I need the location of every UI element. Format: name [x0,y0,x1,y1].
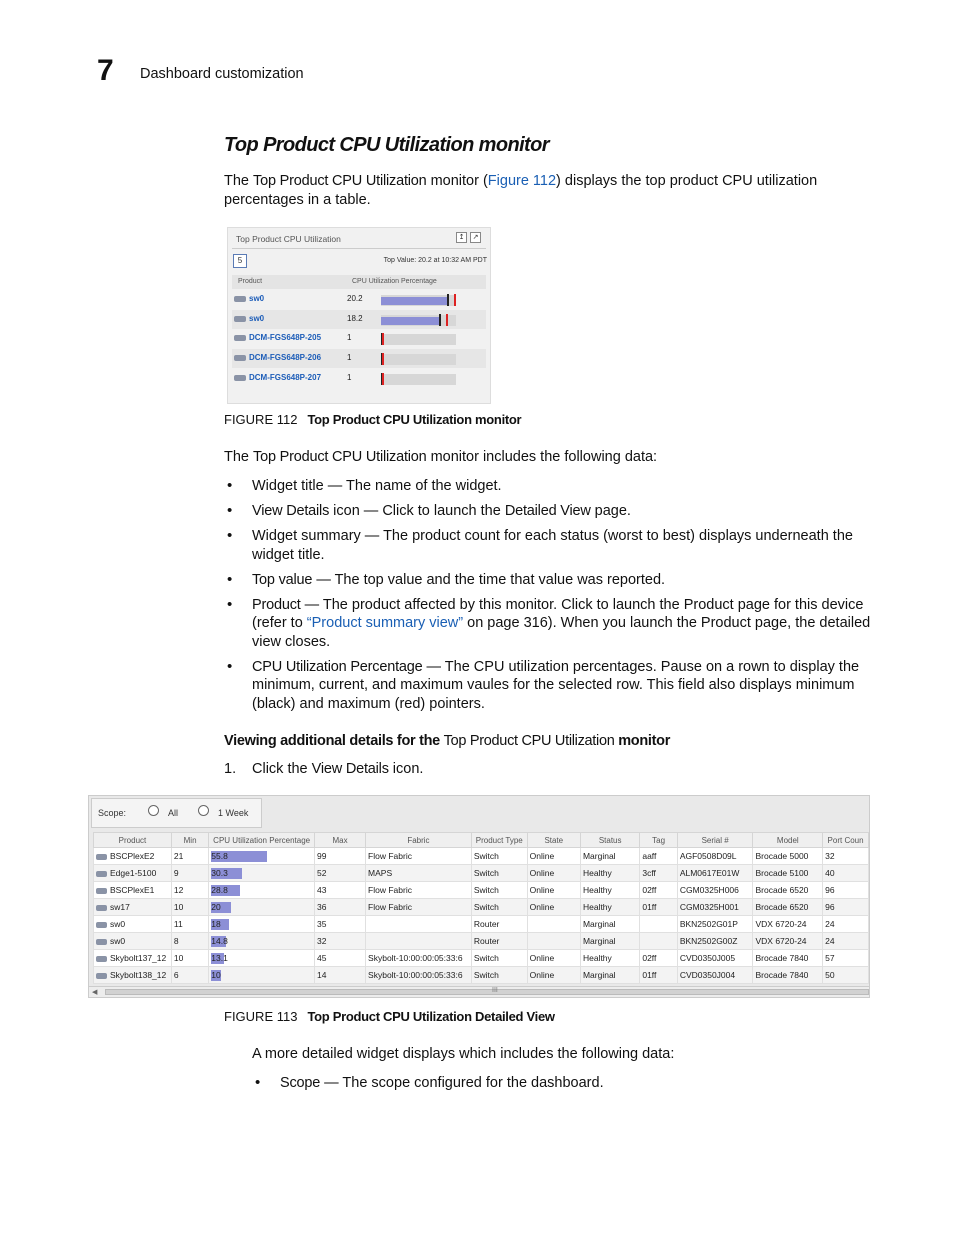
device-icon [96,956,107,962]
cell-status: Healthy [580,882,639,899]
table-row[interactable] [94,950,869,967]
cpu-value: 28.8 [211,885,228,895]
cell-type: Switch [471,967,527,984]
divider [232,248,486,249]
cell-tag: aaff [640,848,677,865]
cell-type: Switch [471,865,527,882]
includes-paragraph [224,448,874,467]
figure-label: FIGURE 112 [224,412,298,427]
cpu-value: 55.8 [211,851,228,861]
cell-model: VDX 6720-24 [753,916,823,933]
step-text: Click the [252,761,308,777]
list-item [252,1074,872,1093]
cell-state: Online [527,848,580,865]
cell-fabric [366,916,472,933]
cell-tag: 02ff [640,882,677,899]
list-item [224,596,874,652]
cell-serial: CVD0350J005 [677,950,753,967]
product-name[interactable]: Skybolt137_12 [110,953,167,963]
cell-product [94,848,172,865]
cell-serial: BKN2502G01P [677,916,753,933]
intro-text: monitor ( [430,173,488,189]
cell-cpu [209,933,315,950]
cell-ports: 24 [823,916,869,933]
list-item [224,571,874,590]
top-product-cpu-widget [227,227,491,404]
cell-max: 43 [315,882,366,899]
product-summary-link[interactable]: “Product summary view” [306,615,464,631]
device-icon [96,905,107,911]
cell-max: 32 [315,933,366,950]
max-pointer [382,373,384,385]
cpu-value: 1 [347,353,352,363]
cell-fabric: Skybolt-10:00:00:05:33:6 [366,967,472,984]
scroll-thumb[interactable] [105,989,869,995]
cell-model: VDX 6720-24 [753,933,823,950]
product-link[interactable]: sw0 [249,294,265,303]
col-product[interactable]: Product [238,278,263,285]
cell-cpu [209,916,315,933]
table-row[interactable] [232,329,486,348]
detailed-list [252,1074,872,1099]
product-link[interactable]: DCM-FGS648P-206 [249,353,322,363]
heading-text: Viewing additional details for the [224,733,440,749]
cell-type: Switch [471,882,527,899]
cell-product [94,967,172,984]
intro-text: The [224,173,249,189]
scroll-left-icon[interactable]: ◀ [92,989,98,996]
intro-term: Top Product CPU Utilization [253,173,427,189]
cell-status: Healthy [580,865,639,882]
cell-min: 9 [171,865,208,882]
product-name[interactable]: sw17 [110,902,130,912]
device-icon [96,939,107,945]
cell-model: Brocade 7840 [753,967,823,984]
list-item [224,477,874,496]
max-pointer [382,353,384,365]
cell-product [94,916,172,933]
device-icon [96,888,107,894]
table-row[interactable] [232,310,486,329]
cpu-value: 18.2 [347,313,363,323]
table-row[interactable] [232,369,486,388]
figure-label: FIGURE 113 [224,1009,298,1024]
cell-ports: 24 [823,933,869,950]
device-icon [234,355,246,361]
cell-ports: 40 [823,865,869,882]
cell-max: 14 [315,967,366,984]
list-item [224,658,874,714]
cell-tag [640,916,677,933]
device-icon [96,854,107,860]
table-header [232,275,486,289]
time-range-value[interactable]: 1 Week [218,808,249,818]
cell-tag: 3cff [640,865,677,882]
scope-label: Scope: [98,808,127,818]
col-cpu[interactable]: CPU Utilization Percentage [352,278,437,285]
table-row[interactable] [94,882,869,899]
max-pointer [454,294,456,306]
device-icon [234,316,246,322]
product-name[interactable]: Edge1-5100 [110,868,157,878]
cell-min: 8 [171,933,208,950]
cell-model: Brocade 6520 [753,899,823,916]
includes-text: The [224,449,249,465]
scroll-grip: III [492,987,498,994]
max-pointer [446,314,448,326]
bullet-text: on page 316). When you launch the Product page, the detailed view closes. [252,615,871,650]
cell-state: Online [527,950,580,967]
detailed-view-widget [88,795,870,998]
bullet-term: Detailed View [504,503,591,519]
cell-cpu [209,967,315,984]
cell-cpu [209,950,315,967]
table-row[interactable] [232,349,486,368]
product-name[interactable]: sw0 [110,919,126,929]
step-term: View Details [311,761,389,777]
cell-status: Marginal [580,967,639,984]
cell-serial: CGM0325H001 [677,899,753,916]
cell-max: 52 [315,865,366,882]
cpu-bar-fill [381,317,441,325]
column-header[interactable]: CPU Utilization Percentage [209,833,315,848]
detailed-table [93,832,869,984]
cpu-value: 1 [347,372,352,382]
cpu-bar-track[interactable] [381,374,456,385]
list-item [224,527,874,564]
cell-fabric [366,933,472,950]
device-icon [96,922,107,928]
cell-max: 45 [315,950,366,967]
column-header[interactable]: Status [580,833,639,848]
cell-state [527,916,580,933]
cell-ports: 96 [823,899,869,916]
bullet-text: page. [594,503,631,519]
cpu-bar-track[interactable] [381,315,456,326]
cell-min: 6 [171,967,208,984]
column-header[interactable]: Tag [640,833,677,848]
cell-min: 11 [171,916,208,933]
expand-icon[interactable]: ↥ [456,232,467,243]
step-number: 1. [224,761,237,777]
scope-icon[interactable] [148,805,159,816]
cpu-bar-track[interactable] [381,295,456,306]
bullet-term: Scope [280,1075,321,1091]
list-item [224,502,874,521]
cell-tag: 02ff [640,950,677,967]
cell-type: Switch [471,950,527,967]
table-row[interactable] [94,967,869,984]
detailed-intro: A more detailed widget displays which includes the following data: [252,1046,675,1062]
cell-ports: 32 [823,848,869,865]
bullet-term: CPU Utilization Percentage [252,658,423,675]
cell-type: Router [471,933,527,950]
figure-113-caption [224,1009,555,1024]
product-name[interactable]: BSCPlexE1 [110,885,155,895]
cell-status: Marginal [580,933,639,950]
column-header[interactable]: Fabric [366,833,472,848]
cpu-value: 13.1 [211,953,228,963]
cpu-value: 18 [211,919,221,929]
cell-min: 10 [171,950,208,967]
chapter-title: Dashboard customization [140,66,304,82]
cell-fabric: MAPS [366,865,472,882]
cell-serial: CVD0350J004 [677,967,753,984]
cell-serial: ALM0617E01W [677,865,753,882]
scope-bar [91,798,262,828]
cell-state [527,933,580,950]
cell-max: 99 [315,848,366,865]
cell-fabric: Skybolt-10:00:00:05:33:6 [366,950,472,967]
cell-state: Online [527,865,580,882]
procedure-step [224,761,423,777]
cell-product [94,865,172,882]
cell-cpu [209,882,315,899]
cell-min: 12 [171,882,208,899]
includes-term: Top Product CPU Utilization [253,449,427,465]
widget-title: Top Product CPU Utilization [236,234,341,244]
column-header[interactable]: Product [94,833,172,848]
cell-status: Healthy [580,950,639,967]
scope-value[interactable]: All [168,808,179,818]
cell-product [94,933,172,950]
column-header[interactable]: State [527,833,580,848]
cell-model: Brocade 7840 [753,950,823,967]
bullet-text: — The scope configured for the dashboard. [324,1075,604,1091]
cell-ports: 96 [823,882,869,899]
cell-type: Switch [471,848,527,865]
status-count-badge[interactable]: 5 [233,254,247,268]
cell-status: Marginal [580,916,639,933]
cpu-value: 20 [211,902,221,912]
cell-max: 36 [315,899,366,916]
cell-fabric: Flow Fabric [366,899,472,916]
figure-112-link[interactable]: Figure 112 [487,173,557,189]
procedure-heading [224,733,670,749]
column-header[interactable]: Serial # [677,833,753,848]
includes-text: monitor includes the following data: [430,449,658,465]
cell-cpu [209,865,315,882]
cell-cpu [209,848,315,865]
column-header[interactable]: Model [753,833,823,848]
bullet-text: — The CPU utilization percentages. Pause on a rown to display the minimum, current, and maximum vaules for the selected row. This field also displays minimum (black) and maximum (red) pointers. [252,658,860,712]
cpu-value: 30.3 [211,868,228,878]
figure-112-caption [224,412,521,427]
cell-max: 35 [315,916,366,933]
heading-term: Top Product CPU Utilization [443,733,615,749]
cell-cpu [209,899,315,916]
device-icon [96,973,107,979]
column-header[interactable]: Product Type [471,833,527,848]
device-icon [234,335,246,341]
cpu-bar-track[interactable] [381,354,456,365]
cell-status: Healthy [580,899,639,916]
bullet-text: icon — Click to launch the [333,503,501,519]
column-header[interactable]: Port Coun [823,833,869,848]
table-row[interactable] [94,916,869,933]
data-fields-list [224,477,874,720]
cell-ports: 50 [823,967,869,984]
bullet-text: — The product affected by this monitor. Click to launch the Product page for this device (refer to [252,596,864,631]
cpu-bar-fill [381,297,449,305]
device-icon [234,296,246,302]
cpu-value: 1 [347,333,352,343]
table-row[interactable] [232,290,486,309]
bullet-term: View Details [252,503,330,519]
cell-state: Online [527,899,580,916]
column-header[interactable]: Min [171,833,208,848]
cell-serial: CGM0325H006 [677,882,753,899]
table-row[interactable] [94,933,869,950]
figure-caption-text: Top Product CPU Utilization Detailed View [307,1009,555,1024]
table-row[interactable] [94,899,869,916]
horizontal-scrollbar[interactable] [89,986,869,997]
device-icon [96,871,107,877]
cpu-value: 20.2 [347,294,363,303]
product-name[interactable]: BSCPlexE2 [110,851,155,861]
chapter-number: 7 [97,54,114,87]
cell-tag: 01ff [640,967,677,984]
cpu-bar-track[interactable] [381,334,456,345]
view-details-icon[interactable]: ↗ [470,232,481,243]
cell-model: Brocade 5100 [753,865,823,882]
device-icon [234,375,246,381]
figure-caption-text: Top Product CPU Utilization monitor [307,412,522,427]
cell-product [94,950,172,967]
section-title: Top Product CPU Utilization monitor [224,134,549,156]
bullet-text: Widget title — The name of the widget. [252,478,502,494]
bullet-term: Product [252,596,301,613]
cell-min: 21 [171,848,208,865]
cell-status: Marginal [580,848,639,865]
cell-fabric: Flow Fabric [366,848,472,865]
column-header[interactable]: Max [315,833,366,848]
cpu-value: 14.8 [211,936,228,946]
cell-ports: 57 [823,950,869,967]
product-name[interactable]: sw0 [110,936,126,946]
cell-state: Online [527,882,580,899]
cell-serial: BKN2502G00Z [677,933,753,950]
cell-tag: 01ff [640,899,677,916]
intro-text: ) displays the top product CPU utilization percentages in a table. [224,173,818,208]
min-pointer [447,294,449,306]
cell-model: Brocade 6520 [753,882,823,899]
cell-min: 10 [171,899,208,916]
clock-icon[interactable] [198,805,209,816]
intro-paragraph [224,172,874,209]
cell-fabric: Flow Fabric [366,882,472,899]
cell-product [94,899,172,916]
cell-serial: AGF0508D09L [677,848,753,865]
step-text: icon. [392,761,424,777]
bullet-text: — The top value and the time that value was reported. [316,571,666,588]
heading-text: monitor [618,733,671,749]
table-row[interactable] [94,865,869,882]
max-pointer [382,333,384,345]
cell-type: Switch [471,899,527,916]
bullet-term: Top value [252,571,313,588]
product-link[interactable]: DCM-FGS648P-207 [249,372,322,382]
product-link[interactable]: sw0 [249,313,265,323]
min-pointer [439,314,441,326]
product-link[interactable]: DCM-FGS648P-205 [249,333,322,343]
cell-type: Router [471,916,527,933]
cell-state: Online [527,967,580,984]
cell-model: Brocade 5000 [753,848,823,865]
cell-tag [640,933,677,950]
cpu-value: 10 [211,970,221,980]
cell-product [94,882,172,899]
bullet-text: Widget summary — The product count for each status (worst to best) displays underneath the widget title. [252,528,853,563]
top-value: Top Value: 20.2 at 10:32 AM PDT [383,257,487,264]
table-row[interactable] [94,848,869,865]
product-name[interactable]: Skybolt138_12 [110,970,167,980]
